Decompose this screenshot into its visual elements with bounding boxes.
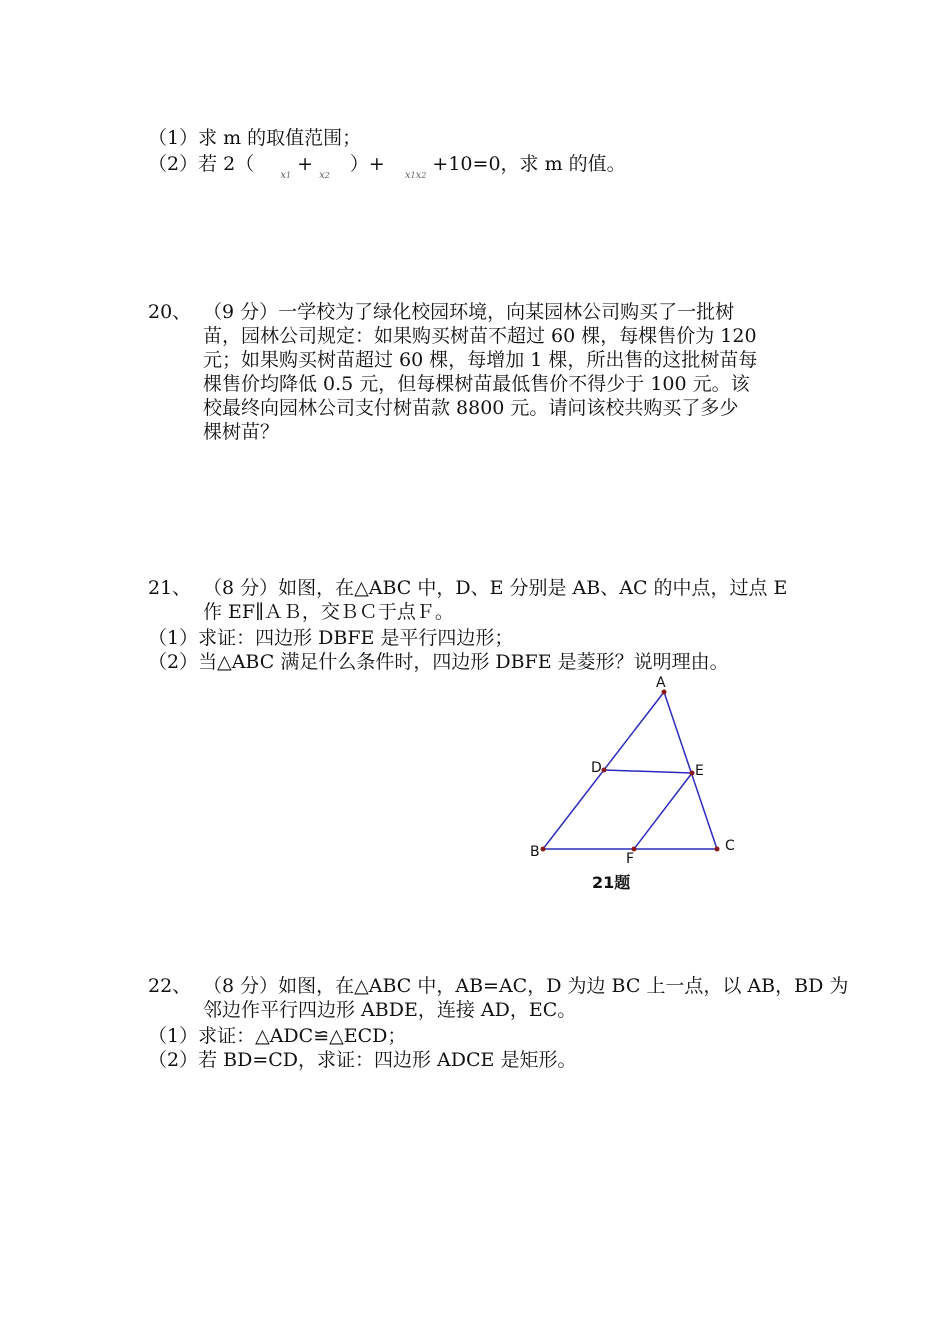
label-C: C bbox=[725, 838, 735, 854]
q20-line: 棵售价均降低 0.5 元，但每棵树苗最低售价不得少于 100 元。该 bbox=[203, 373, 750, 395]
q19-part2-close: ）+ bbox=[349, 153, 385, 175]
q21-number: 21、 bbox=[148, 577, 192, 599]
segment-DE bbox=[604, 770, 692, 773]
point-B bbox=[541, 847, 546, 852]
point-C bbox=[715, 847, 720, 852]
q21-body bbox=[203, 576, 787, 624]
q21-part1: （1）求证：四边形 DBFE 是平行四边形； bbox=[148, 627, 514, 649]
point-D bbox=[602, 768, 607, 773]
point-E bbox=[690, 771, 695, 776]
q19-part1: （1）求 m 的取值范围； bbox=[148, 127, 362, 149]
q19-part2-suffix: +10=0，求 m 的值。 bbox=[432, 153, 626, 175]
q21-line: 作 EF∥ＡＢ，交ＢＣ于点Ｆ。 bbox=[203, 601, 454, 623]
q20-line: 校最终向园林公司支付树苗款 8800 元。请问该校共购买了多少 bbox=[203, 397, 739, 419]
q22-body bbox=[203, 974, 848, 1022]
q22-line: 邻边作平行四边形 ABDE，连接 AD，EC。 bbox=[203, 999, 577, 1021]
q22-part1: （1）求证：△ADC≌△ECD； bbox=[148, 1025, 407, 1047]
q20-line: 元；如果购买树苗超过 60 棵，每增加 1 棵，所出售的这批树苗每 bbox=[203, 349, 758, 371]
label-B: B bbox=[530, 844, 540, 860]
q20-line: 棵树苗？ bbox=[203, 421, 280, 443]
figure-caption: 21题 bbox=[592, 873, 631, 892]
q22-part2: （2）若 BD=CD，求证：四边形 ADCE 是矩形。 bbox=[148, 1049, 577, 1071]
q22-line: （8 分）如图，在△ABC 中，AB=AC，D 为边 BC 上一点，以 AB，BD 为 bbox=[203, 975, 849, 997]
segment-EF bbox=[634, 773, 692, 849]
q19-var-x1: x1 bbox=[280, 170, 292, 181]
q19-plus: + bbox=[297, 153, 314, 175]
q20-line: 苗，园林公司规定：如果购买树苗不超过 60 棵，每棵售价为 120 bbox=[203, 325, 757, 347]
q21-part2: （2）当△ABC 满足什么条件时，四边形 DBFE 是菱形？说明理由。 bbox=[148, 651, 729, 673]
q20-line: （9 分）一学校为了绿化校园环境，向某园林公司购买了一批树 bbox=[203, 301, 735, 323]
q19-var-x1x2: x1x2 bbox=[404, 170, 427, 181]
segment-AC bbox=[664, 692, 717, 849]
q20-body bbox=[203, 300, 757, 444]
label-F: F bbox=[626, 851, 635, 867]
label-E: E bbox=[695, 763, 704, 779]
label-A: A bbox=[656, 675, 666, 691]
q22-number: 22、 bbox=[148, 975, 192, 997]
q19-part2-prefix: （2）若 2（ bbox=[148, 153, 255, 175]
q19-part2 bbox=[148, 152, 626, 180]
q21-figure bbox=[520, 672, 750, 902]
q20-number: 20、 bbox=[148, 301, 192, 323]
q19-var-x2: x2 bbox=[319, 170, 330, 181]
label-D: D bbox=[591, 760, 602, 776]
q21-line: （8 分）如图，在△ABC 中，D、E 分别是 AB、AC 的中点，过点 E bbox=[203, 577, 788, 599]
